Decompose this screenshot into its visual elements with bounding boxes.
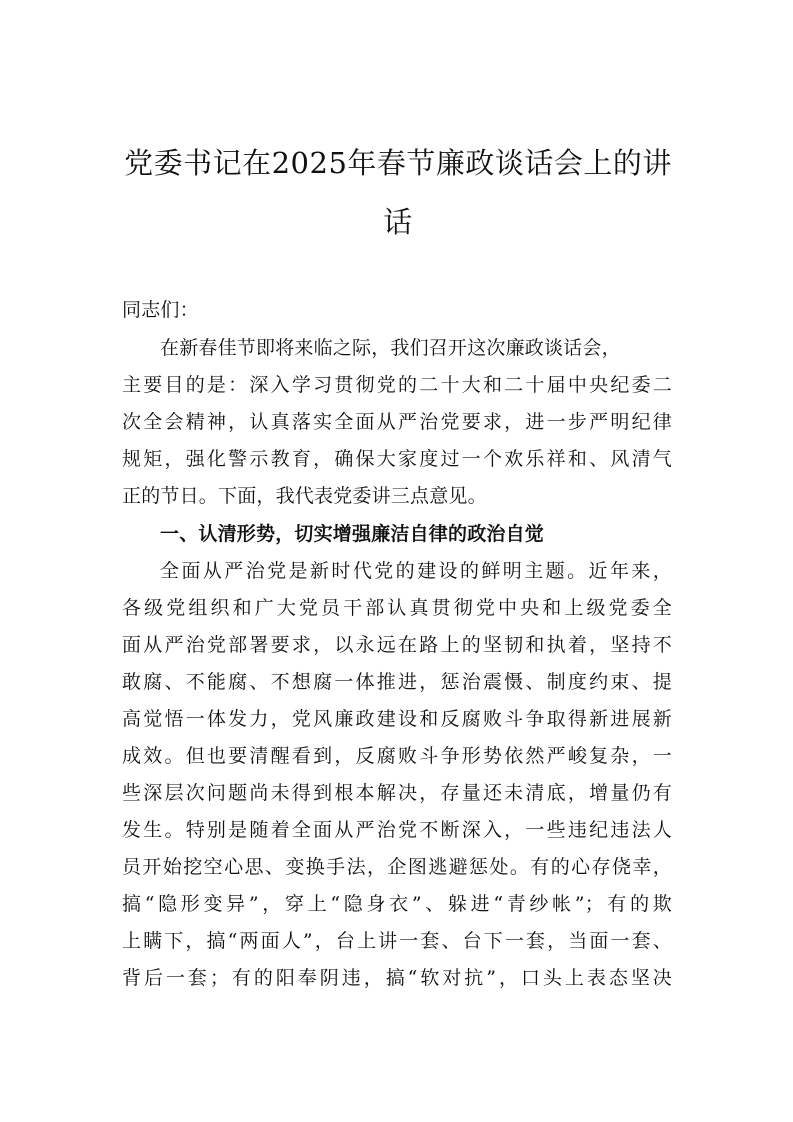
paragraph-line: 些深层次问题尚未得到根本解决，存量还未清底，增量仍有 xyxy=(122,782,672,804)
paragraph-line: 发生。特别是随着全面从严治党不断深入，一些违纪违法人 xyxy=(122,819,672,841)
paragraph-line: 次全会精神，认真落实全面从严治党要求，进一步严明纪律 xyxy=(122,411,672,433)
paragraph-line: 成效。但也要清醒看到，反腐败斗争形势依然严峻复杂，一 xyxy=(122,745,672,767)
paragraph-line: 高觉悟一体发力，党风廉政建设和反腐败斗争取得新进展新 xyxy=(122,708,672,730)
salutation: 同志们： xyxy=(122,299,199,321)
paragraph-line: 主要目的是：深入学习贯彻党的二十大和二十届中央纪委二 xyxy=(122,374,672,396)
section-heading: 一、认清形势，切实增强廉洁自律的政治自觉 xyxy=(160,523,545,545)
paragraph-line: 各级党组织和广大党员干部认真贯彻党中央和上级党委全 xyxy=(122,597,672,619)
paragraph-line: 面从严治党部署要求，以永远在路上的坚韧和执着，坚持不 xyxy=(122,634,672,656)
paragraph-line: 正的节日。下面，我代表党委讲三点意见。 xyxy=(122,485,487,507)
paragraph-line: 敢腐、不能腐、不想腐一体推进，惩治震慑、制度约束、提 xyxy=(122,671,672,693)
paragraph-line: 搞“隐形变异”，穿上“隐身衣”、躲进“青纱帐”；有的欺 xyxy=(122,893,672,915)
paragraph-line: 在新春佳节即将来临之际，我们召开这次廉政谈话会， xyxy=(160,337,621,359)
paragraph-line: 员开始挖空心思、变换手法，企图逃避惩处。有的心存侥幸， xyxy=(122,856,672,878)
paragraph-line: 背后一套；有的阳奉阴违，搞“软对抗”，口头上表态坚决 xyxy=(122,967,672,989)
document-title-line-1: 党委书记在2025年春节廉政谈话会上的讲 xyxy=(124,146,672,180)
paragraph-line: 全面从严治党是新时代党的建设的鲜明主题。近年来， xyxy=(160,560,672,582)
paragraph-line: 规矩，强化警示教育，确保大家度过一个欢乐祥和、风清气 xyxy=(122,448,672,470)
document-title-line-2: 话 xyxy=(383,205,413,239)
paragraph-line: 上瞒下，搞“两面人”，台上讲一套、台下一套，当面一套、 xyxy=(122,930,672,952)
